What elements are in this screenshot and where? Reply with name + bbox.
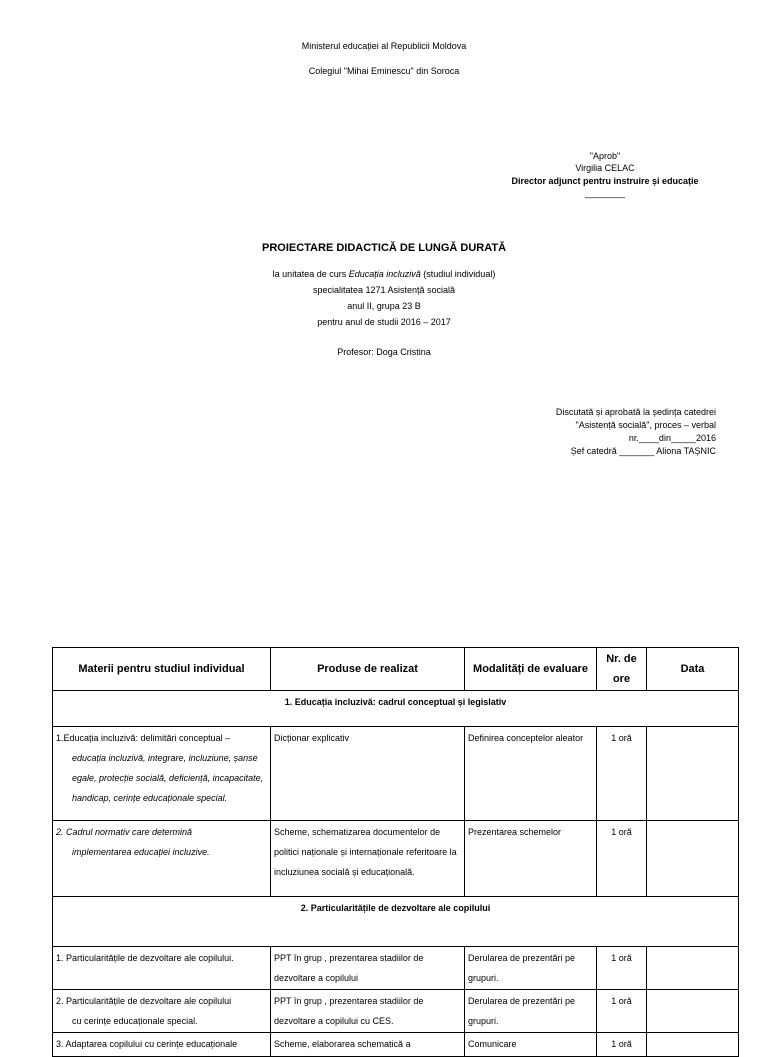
approval-label: "Aprob" <box>589 151 621 161</box>
college-name: Colegiul "Mihai Eminescu" din Soroca <box>308 66 460 76</box>
hours-cell: 1 oră <box>597 990 647 1033</box>
materials-cell: 2. Particularitățile de dezvoltare ale copilului cu cerințe educaționale special. <box>53 990 271 1033</box>
group-line: anul II, grupa 23 B <box>347 301 421 311</box>
approver-role: Director adjunct pentru instruire și educație <box>511 176 699 186</box>
products-cell: Scheme, elaborarea schematică a <box>271 1033 465 1057</box>
specialty-line: specialitatea 1271 Asistență socială <box>312 285 456 295</box>
products-cell: Dicționar explicativ <box>271 727 465 821</box>
evaluation-cell: Definirea conceptelor aleator <box>465 727 597 821</box>
evaluation-cell: Prezentarea schemelor <box>465 821 597 897</box>
section-row <box>53 897 739 947</box>
hours-cell: 1 oră <box>597 727 647 821</box>
section-title: 1. Educația incluzivă: cadrul conceptual și legislativ <box>53 691 739 727</box>
section-title: 2. Particularitățile de dezvoltare ale copilului <box>53 897 739 947</box>
materials-cell: 1. Particularitățile de dezvoltare ale copilului. <box>53 947 271 990</box>
hours-cell: 1 oră <box>597 1033 647 1057</box>
date-cell <box>647 990 739 1033</box>
approver-name: Virgilia CELAC <box>575 163 635 173</box>
table-row <box>53 990 739 1033</box>
date-cell <box>647 727 739 821</box>
date-cell <box>647 821 739 897</box>
document-title: PROIECTARE DIDACTICĂ DE LUNGĂ DURATĂ <box>261 242 507 254</box>
header-materials: Materii pentru studiul individual <box>53 648 271 691</box>
header-date: Data <box>647 648 739 691</box>
section-row <box>53 691 739 727</box>
discussion-line-3: nr.____din_____2016 <box>628 433 716 443</box>
discussion-line-2: "Asistență socială", proces – verbal <box>575 420 716 430</box>
course-line: la unitatea de curs Educația incluzivă (studiul individual) <box>272 269 496 279</box>
materials-cell: 3. Adaptarea copilului cu cerințe educaționale <box>53 1033 271 1057</box>
professor-line: Profesor: Doga Cristina <box>337 347 431 357</box>
products-cell: Scheme, schematizarea documentelor de politici naționale și internaționale referitoare la incluziunea socială și educațională. <box>271 821 465 897</box>
evaluation-cell: Derularea de prezentări pe grupuri. <box>465 990 597 1033</box>
header-hours: Nr. de ore <box>597 648 647 691</box>
products-cell: PPT în grup , prezentarea stadiilor de dezvoltare a copilului cu CES. <box>271 990 465 1033</box>
hours-cell: 1 oră <box>597 947 647 990</box>
header-products: Produse de realizat <box>271 648 465 691</box>
products-cell: PPT în grup , prezentarea stadiilor de dezvoltare a copilului <box>271 947 465 990</box>
evaluation-cell: Derularea de prezentări pe grupuri. <box>465 947 597 990</box>
study-plan-table <box>52 647 739 1057</box>
materials-cell: 1.Educația incluzivă: delimitări conceptual – educația incluzivă, integrare, incluziune, șanse egale, protecție socială, deficiență, incapacitate, handicap, cerințe educaționale special. <box>53 727 271 821</box>
table-row <box>53 947 739 990</box>
materials-cell: 2. Cadrul normativ care determină implementarea educației incluzive. <box>53 821 271 897</box>
header-evaluation: Modalități de evaluare <box>465 648 597 691</box>
department-head-line: Șef catedră _______ Aliona TAȘNIC <box>570 446 716 456</box>
evaluation-cell: Comunicare <box>465 1033 597 1057</box>
date-cell <box>647 1033 739 1057</box>
date-cell <box>647 947 739 990</box>
table-header-row <box>53 648 739 691</box>
approval-signature-line: ________ <box>584 188 626 198</box>
table-row <box>53 727 739 821</box>
ministry-name: Ministerul educației al Republicii Moldova <box>301 41 467 51</box>
discussion-line-1: Discutată și aprobată la ședința catedrei <box>555 407 716 417</box>
table-row <box>53 1033 739 1057</box>
hours-cell: 1 oră <box>597 821 647 897</box>
table-row <box>53 821 739 897</box>
course-name: Educația incluzivă <box>348 269 421 279</box>
academic-year-line: pentru anul de studii 2016 – 2017 <box>317 317 451 327</box>
